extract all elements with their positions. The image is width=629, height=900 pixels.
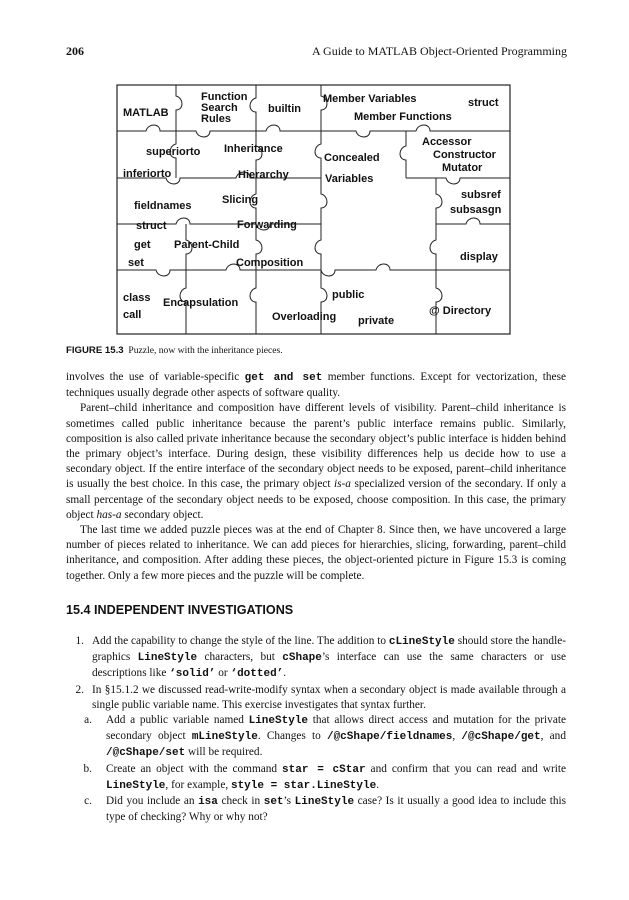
text-run: that allows direct access and mutation for the private secondary object <box>106 714 566 743</box>
text-run: specialized version of the secondary. If only a small percentage of the secondary object needs to be exposed, choose composition. In this case, the primary object <box>66 478 567 521</box>
piece-parent-child: Parent-Child <box>174 239 240 251</box>
section-heading: 15.4 INDEPENDENT INVESTIGATIONS <box>66 603 294 617</box>
list-item-1 <box>66 634 566 683</box>
piece-member-functions: Member Functions <box>354 111 452 123</box>
text-run: , for example, <box>165 778 231 791</box>
code-run: star = cStar <box>282 763 366 776</box>
text-run: Parent–child inheritance and composition have different levels of visibility. Parent–child inheritance is sometimes called public inheritance because the parent’s public interface remains public. Similarly, composition is also called private inheritance because the secondary object’s public interface is hidden behind the primary object’s interface. During design, these visibility differences help us decide how to use a secondary object. If the entire interface of the secondary object needs to be exposed, parent–child inheritance is usually the best choice. In this case, the primary object <box>66 402 566 491</box>
piece-subsref: subsref <box>461 189 501 201</box>
text-run: Add the capability to change the style of the line. The addition to <box>92 635 389 647</box>
piece-member-variables: Member Variables <box>323 93 417 105</box>
code-run: LineStyle <box>137 652 198 665</box>
piece-set: set <box>128 257 144 269</box>
text-run: ’s interface can use the same characters or use descriptions like <box>92 651 566 680</box>
text-run: . <box>283 667 287 680</box>
sublist-item-c <box>84 794 567 825</box>
text-run: In §15.1.2 we discussed read-write-modify syntax when a secondary object is made available through a single public variable name. This exercise investigates that syntax further. <box>92 683 566 711</box>
piece-variables: Variables <box>325 173 374 185</box>
page-number: 206 <box>66 44 84 58</box>
piece-builtin: builtin <box>268 103 301 115</box>
piece-get: get <box>134 239 151 251</box>
caption-text: Puzzle, now with the inheritance pieces. <box>128 345 283 356</box>
list-number: 1. <box>75 635 84 647</box>
text-run: ’s <box>283 795 295 808</box>
code-run: ‘solid’ <box>169 668 216 681</box>
piece-slicing: Slicing <box>222 194 259 206</box>
code-run: /@cShape/fieldnames <box>326 731 453 744</box>
list-number: b. <box>83 762 92 775</box>
paragraph-2 <box>66 401 566 523</box>
code-run: mLineStyle <box>191 731 258 744</box>
piece-mutator: Mutator <box>442 162 483 174</box>
text-run: characters, but <box>197 651 283 664</box>
piece-struct-top: struct <box>468 97 499 109</box>
text-run: check in <box>217 795 264 808</box>
piece-display: display <box>460 251 498 263</box>
code-run: cShape <box>282 652 322 665</box>
code-run: /@cShape/get <box>461 731 541 744</box>
text-run: Did you include an <box>106 795 199 808</box>
body-text <box>66 370 566 584</box>
emphasis-run: has-a <box>96 508 122 521</box>
paragraph-3: The last time we added puzzle pieces was at the end of Chapter 8. Since then, we have uncovered a large number of pieces related to inheritance. We can add pieces for hierarchies, slicing, forwarding, parent–child inheritance, and composition. After adding these pieces, the object-oriented picture in Figure 15.3 is coming together. Only a few more pieces and the puzzle will be complete. <box>66 524 566 582</box>
text-run: and confirm that you can read and write <box>365 762 566 775</box>
list-number: a. <box>84 714 92 727</box>
piece-constructor: Constructor <box>433 149 496 161</box>
piece-public: public <box>332 289 365 301</box>
text-run: will be required. <box>185 746 263 759</box>
text-run: . Changes to <box>257 730 327 743</box>
text-run: , <box>452 730 462 743</box>
text-run: should store the handle-graphics <box>92 635 567 664</box>
running-title: A Guide to MATLAB Object-Oriented Programming <box>312 44 567 58</box>
text-run: secondary object. <box>121 508 204 521</box>
puzzle-figure <box>116 84 511 335</box>
piece-class: class <box>123 292 151 304</box>
figure-caption <box>66 345 283 356</box>
caption-label: FIGURE 15.3 <box>66 345 124 356</box>
piece-private: private <box>358 315 395 327</box>
piece-subsasgn: subsasgn <box>450 204 502 216</box>
text-run: involves the use of variable-specific <box>66 371 245 383</box>
emphasis-run: is-a <box>334 478 351 491</box>
piece-hierarchy: Hierarchy <box>238 169 289 181</box>
page-header <box>66 44 567 60</box>
sublist-item-b <box>83 762 566 794</box>
piece-fieldnames: fieldnames <box>134 200 192 212</box>
code-run: LineStyle <box>106 779 166 792</box>
piece-function-search-rules: Function Search Rules <box>201 91 248 125</box>
text-run: member functions. Except for vectorization, these techniques usually degrade other aspects of software quality. <box>66 371 566 400</box>
piece-struct-left: struct <box>136 220 167 232</box>
code-run: LineStyle <box>294 796 355 809</box>
piece-call: call <box>123 309 142 321</box>
piece-composition: Composition <box>236 257 304 269</box>
list-number: 2. <box>75 683 84 696</box>
piece-overloading: Overloading <box>272 311 337 323</box>
code-run: /@cShape/set <box>106 747 186 760</box>
code-run: get and set <box>244 372 323 384</box>
piece-directory: @ Directory <box>429 305 492 317</box>
piece-inheritance: Inheritance <box>224 143 283 155</box>
list-item-2 <box>66 683 566 826</box>
code-run: cLineStyle <box>388 636 455 648</box>
code-run: set <box>263 796 284 809</box>
paragraph-1 <box>66 370 566 401</box>
text-run: , and <box>540 730 566 743</box>
investigations-list <box>66 634 566 825</box>
piece-encapsulation: Encapsulation <box>163 297 239 309</box>
sublist-item-a <box>84 713 566 762</box>
piece-forwarding: Forwarding <box>237 219 297 231</box>
piece-accessor: Accessor <box>422 136 472 148</box>
text-run: Create an object with the command <box>106 762 283 775</box>
piece-concealed: Concealed <box>324 152 380 164</box>
text-run: or <box>215 667 231 680</box>
piece-superiorto: superiorto <box>146 146 201 158</box>
text-run: Add a public variable named <box>106 714 249 727</box>
piece-matlab: MATLAB <box>123 107 169 119</box>
code-run: ‘dotted’ <box>230 668 284 681</box>
code-run: isa <box>198 796 218 809</box>
text-run: . <box>376 778 380 791</box>
text-run: case? Is it usually a good idea to include this type of checking? Why or why not? <box>106 795 567 824</box>
code-run: LineStyle <box>248 715 309 728</box>
code-run: style = star.LineStyle <box>230 779 377 792</box>
piece-inferiorto: inferiorto <box>123 168 172 180</box>
list-number: c. <box>84 795 92 808</box>
